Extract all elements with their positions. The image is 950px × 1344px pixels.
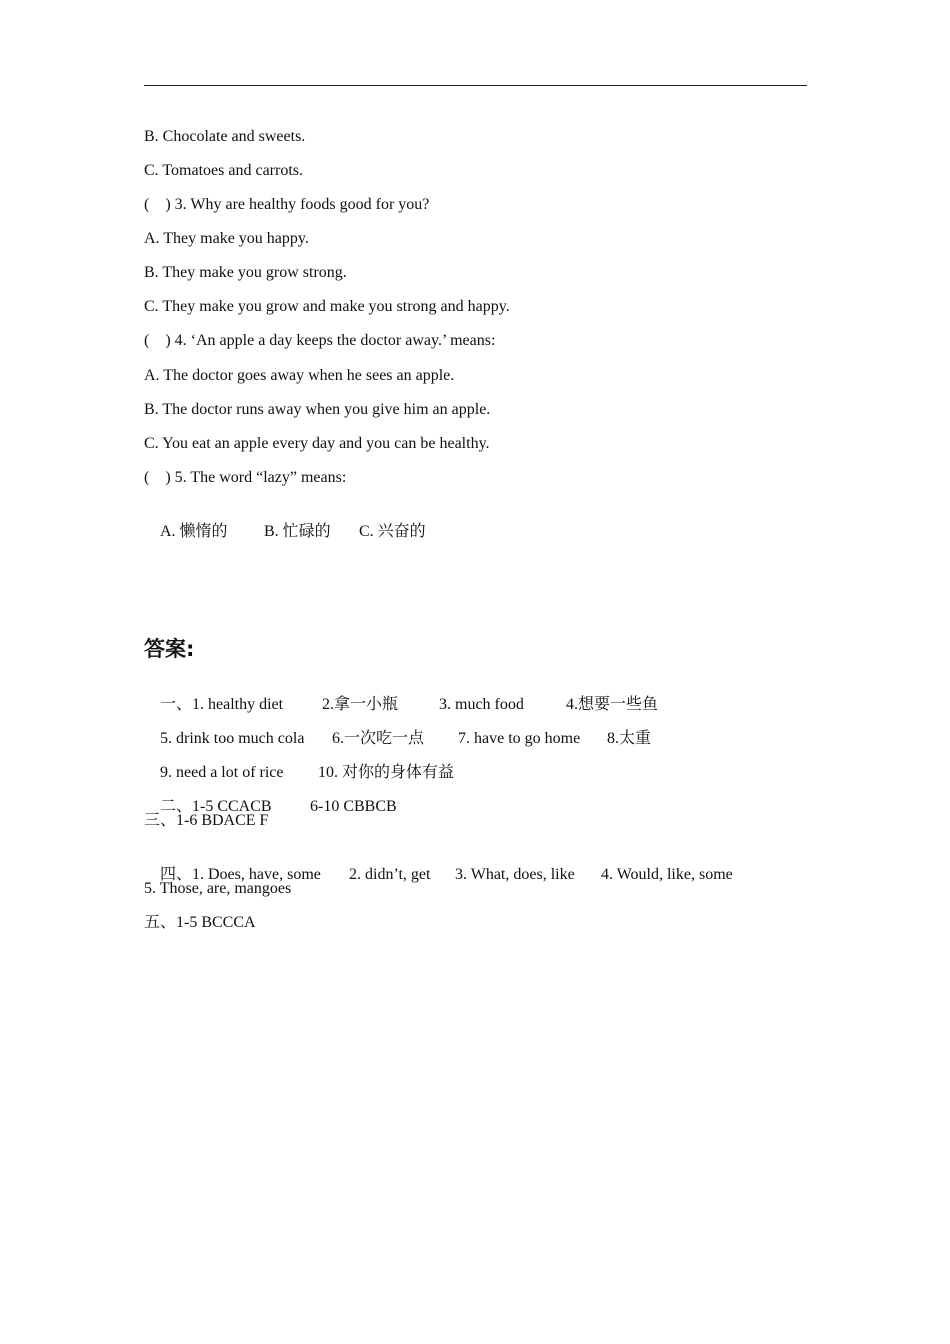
q4-option-b: B. The doctor runs away when you give him an apple. bbox=[144, 401, 491, 418]
answers-part5: 五、1-5 BCCCA bbox=[144, 914, 256, 931]
q2-option-b: B. Chocolate and sweets. bbox=[144, 128, 306, 145]
answer-part4-item-2: 2. didn’t, get bbox=[349, 866, 431, 883]
answers-heading: 答案: bbox=[144, 637, 195, 661]
q5-option-a: A. 懒惰的 bbox=[160, 523, 228, 540]
answer-part1-item-6: 6.一次吃一点 bbox=[332, 730, 425, 747]
answers-part3: 三、1-6 BDACE F bbox=[144, 812, 269, 829]
answer-part1-item-8: 8.太重 bbox=[607, 730, 652, 747]
q4-option-a: A. The doctor goes away when he sees an apple. bbox=[144, 367, 455, 384]
answer-part1-item-5: 5. drink too much cola bbox=[160, 730, 305, 747]
answer-part4-item-4: 4. Would, like, some bbox=[601, 866, 733, 883]
answer-part4-item-3: 3. What, does, like bbox=[455, 866, 575, 883]
q3-option-b: B. They make you grow strong. bbox=[144, 264, 347, 281]
answer-part1-item-10: 10. 对你的身体有益 bbox=[318, 764, 455, 781]
q4-stem: ( ) 4. ‘An apple a day keeps the doctor away.’ means: bbox=[144, 332, 496, 349]
answer-part1-item-2: 2.拿一小瓶 bbox=[322, 696, 399, 713]
q5-option-c: C. 兴奋的 bbox=[359, 523, 426, 540]
q4-option-c: C. You eat an apple every day and you can be healthy. bbox=[144, 435, 490, 452]
q3-option-c: C. They make you grow and make you strong and happy. bbox=[144, 298, 510, 315]
q2-option-c: C. Tomatoes and carrots. bbox=[144, 162, 303, 179]
q3-option-a: A. They make you happy. bbox=[144, 230, 309, 247]
answer-part1-item-9: 9. need a lot of rice bbox=[160, 764, 284, 781]
q5-options bbox=[144, 502, 426, 562]
answer-part4-item-1: 四、1. Does, have, some bbox=[160, 866, 321, 883]
answer-part2-group-2: 6-10 CBBCB bbox=[310, 798, 397, 815]
answer-part1-item-4: 4.想要一些鱼 bbox=[566, 696, 659, 713]
q5-option-b: B. 忙碌的 bbox=[264, 523, 331, 540]
answers-part4-line2: 5. Those, are, mangoes bbox=[144, 880, 292, 897]
header-rule bbox=[144, 85, 807, 86]
answer-part1-item-1: 一、1. healthy diet bbox=[160, 696, 284, 713]
answer-part2-group-1: 二、1-5 CCACB bbox=[160, 798, 272, 815]
answer-part1-item-3: 3. much food bbox=[439, 696, 524, 713]
answer-part1-item-7: 7. have to go home bbox=[458, 730, 581, 747]
q5-stem: ( ) 5. The word “lazy” means: bbox=[144, 469, 347, 486]
q3-stem: ( ) 3. Why are healthy foods good for you? bbox=[144, 196, 430, 213]
